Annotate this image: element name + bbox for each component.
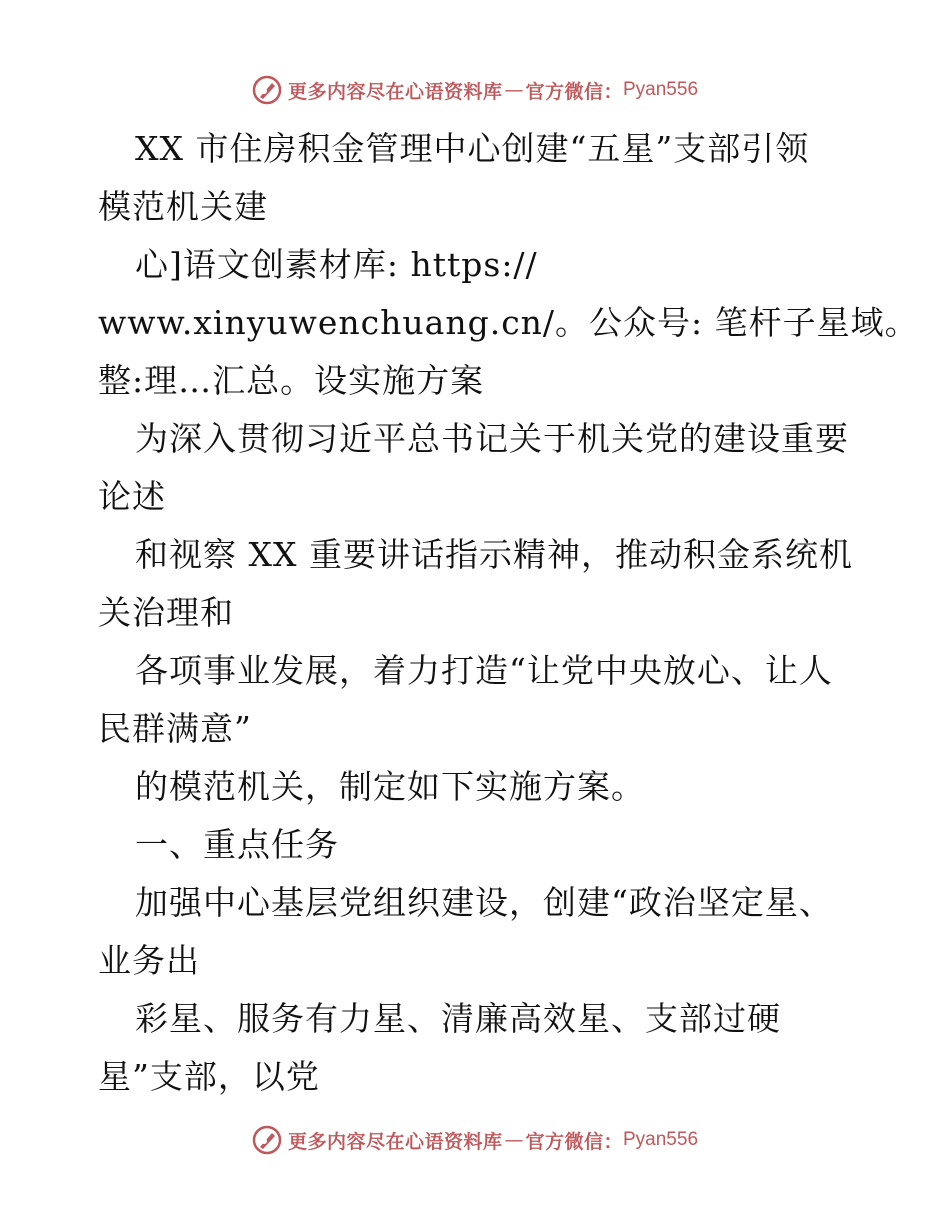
text-line: 彩星、服务有力星、清廉高效星、支部过硬	[135, 999, 781, 1038]
text-line: XX 市住房积金管理中心创建“五星”支部引领	[135, 129, 810, 168]
banner-account: Pyan556	[623, 1129, 699, 1150]
footer-banner	[0, 1120, 950, 1160]
banner-wechat-label: 官方微信：	[525, 1130, 623, 1153]
text-line: www.xinyuwenchuang.cn/。公众号: 笔杆子星域。	[98, 303, 919, 342]
text-line: 加强中心基层党组织建设，创建“政治坚定星、	[135, 883, 833, 922]
text-line: 各项事业发展，着力打造“让党中央放心、让人	[135, 651, 833, 690]
text-line: 模范机关建	[98, 187, 268, 226]
document-body	[98, 120, 919, 1106]
text-line: 民群满意”	[98, 709, 252, 748]
text-line: 为深入贯彻习近平总书记关于机关党的建设重要	[135, 419, 849, 458]
section-heading: 一、重点任务	[135, 825, 339, 864]
text-line: 论述	[98, 477, 166, 516]
banner-separator: —	[504, 1129, 524, 1151]
text-line: 星”支部，以党	[98, 1057, 320, 1096]
header-banner	[0, 70, 950, 110]
banner-wechat-label: 官方微信：	[525, 80, 623, 103]
banner-text: 更多内容尽在心语资料库	[287, 1130, 503, 1153]
banner-text: 更多内容尽在心语资料库	[287, 80, 503, 103]
pen-logo-icon	[252, 75, 282, 105]
banner-account: Pyan556	[623, 79, 699, 100]
text-line: 整:理…汇总。设实施方案	[98, 361, 485, 400]
text-line: 心]语文创素材库: https://	[135, 245, 538, 284]
text-line: 关治理和	[98, 593, 234, 632]
banner-separator: —	[504, 79, 524, 101]
text-line: 和视察 XX 重要讲话指示精神，推动积金系统机	[135, 535, 853, 574]
text-line: 的模范机关，制定如下实施方案。	[135, 767, 645, 806]
pen-logo-icon	[252, 1125, 282, 1155]
text-line: 业务出	[98, 941, 200, 980]
